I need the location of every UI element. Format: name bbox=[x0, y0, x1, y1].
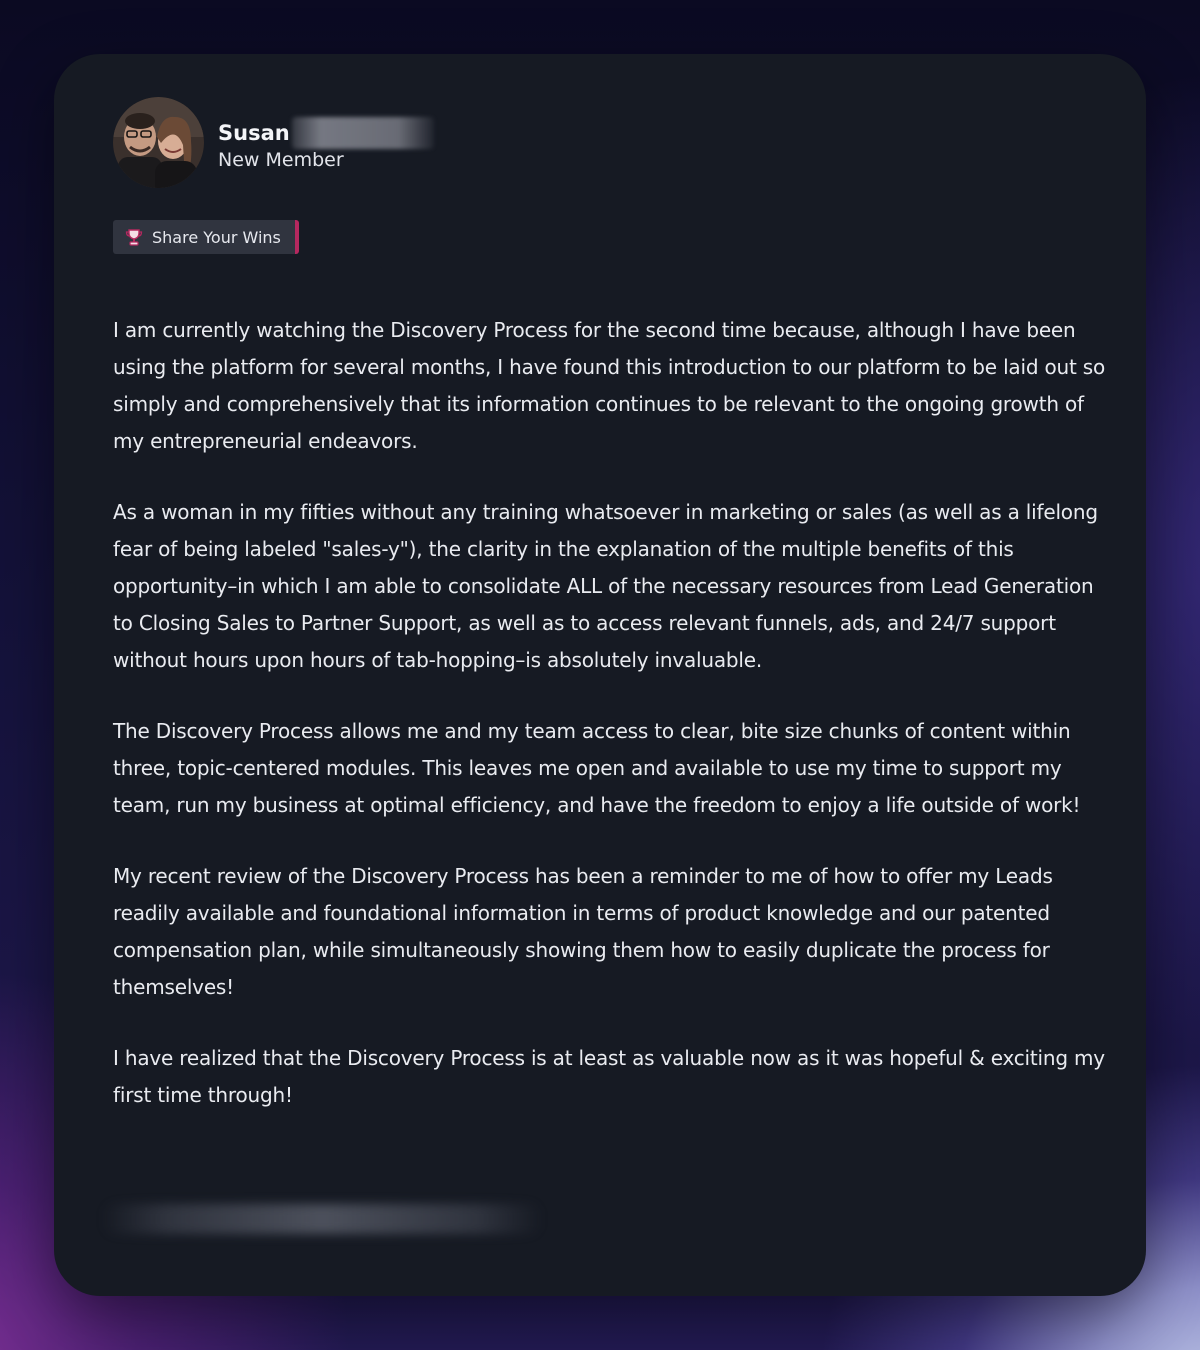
post-body bbox=[113, 312, 1113, 1148]
avatar-photo bbox=[113, 97, 204, 188]
author-name[interactable]: Susan bbox=[218, 121, 290, 145]
post-paragraph: As a woman in my fifties without any training whatsoever in marketing or sales (as well as a lifelong fear of being labeled "sales-y"), the clarity in the explanation of the multiple benefits of this opportunity–in which I am able to consolidate ALL of the necessary resources from Lead Generation to Closing Sales to Partner Support, as well as to access relevant funnels, ads, and 24/7 support without hours upon hours of tab-hopping–is absolutely invaluable. bbox=[113, 500, 1098, 672]
post-paragraph: My recent review of the Discovery Process has been a reminder to me of how to offer my Leads readily available and foundational information in terms of product knowledge and our patented compensation plan, while simultaneously showing them how to easily duplicate the process for themselves! bbox=[113, 864, 1053, 999]
post-card bbox=[54, 54, 1146, 1296]
redacted-footer bbox=[102, 1204, 542, 1234]
category-badge[interactable] bbox=[113, 220, 299, 254]
avatar[interactable] bbox=[113, 97, 204, 188]
post-paragraph: I have realized that the Discovery Process is at least as valuable now as it was hopeful & exciting my first time through! bbox=[113, 1046, 1105, 1107]
post-paragraph: I am currently watching the Discovery Process for the second time because, although I have been using the platform for several months, I have found this introduction to our platform to be laid out so simply and comprehensively that its information continues to be relevant to the ongoing growth of my entrepreneurial endeavors. bbox=[113, 318, 1106, 453]
trophy-icon bbox=[124, 227, 144, 247]
author-name-row bbox=[218, 117, 434, 149]
author-role: New Member bbox=[218, 149, 344, 171]
category-badge-label: Share Your Wins bbox=[152, 227, 281, 247]
post-paragraph: The Discovery Process allows me and my team access to clear, bite size chunks of content within three, topic-centered modules. This leaves me open and available to use my time to support my team, run my business at optimal efficiency, and have the freedom to enjoy a life outside of work! bbox=[113, 719, 1081, 817]
redacted-surname bbox=[292, 117, 434, 149]
